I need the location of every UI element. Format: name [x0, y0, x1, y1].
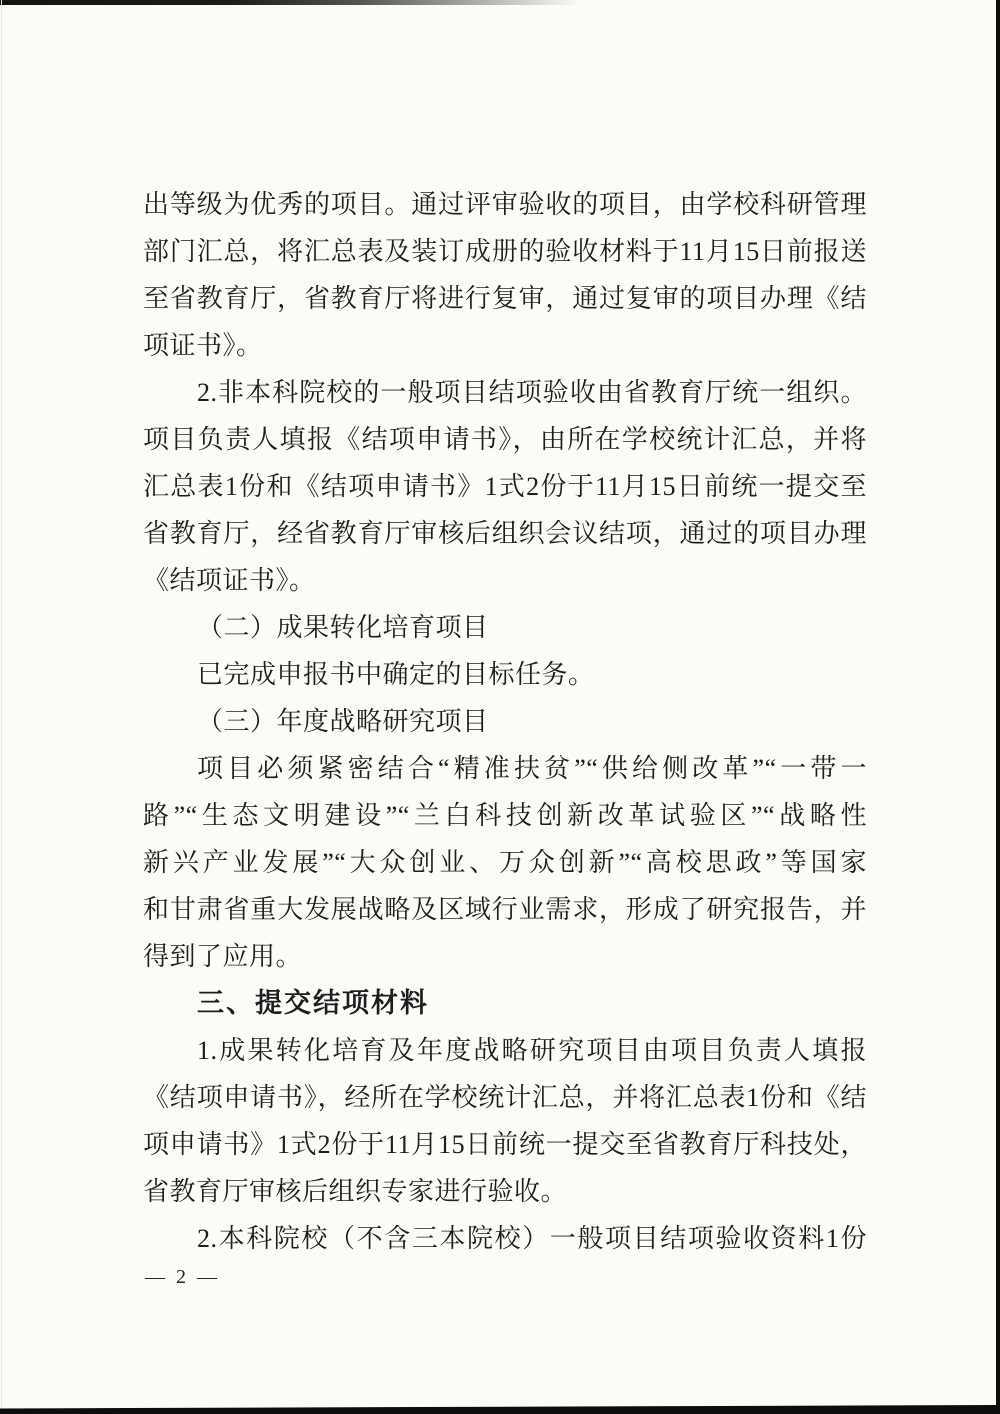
scan-artifact-right-edge: [996, 0, 1000, 1414]
scan-artifact-left-edge: [1, 0, 2, 1414]
text-line: 新兴产业发展”“大众创业、万众创新”“高校思政”等国家: [143, 848, 867, 877]
text-line: 2.本科院校（不含三本院校）一般项目结项验收资料1份: [197, 1224, 867, 1253]
text-line: 项申请书》1式2份于11月15日前统一提交至省教育厅科技处，: [143, 1130, 867, 1159]
text-line: 路”“生态文明建设”“兰白科技创新改革试验区”“战略性: [143, 801, 867, 830]
text-line: 部门汇总，将汇总表及装订成册的验收材料于11月15日前报送: [143, 237, 867, 266]
text-line: 出等级为优秀的项目。通过评审验收的项目，由学校科研管理: [143, 190, 867, 219]
text-line: 汇总表1份和《结项申请书》1式2份于11月15日前统一提交至: [143, 472, 867, 501]
text-line: 2.非本科院校的一般项目结项验收由省教育厅统一组织。: [197, 378, 867, 407]
text-line: （三）年度战略研究项目: [197, 707, 489, 736]
document-body: [143, 181, 867, 1262]
scan-artifact-bottom-edge: [0, 1404, 1000, 1414]
text-line: 《结项申请书》，经所在学校统计汇总，并将汇总表1份和《结: [143, 1083, 867, 1112]
text-line: （二）成果转化培育项目: [197, 613, 489, 642]
text-line: 1.成果转化培育及年度战略研究项目由项目负责人填报: [197, 1036, 867, 1065]
text-line: 已完成申报书中确定的目标任务。: [197, 660, 595, 689]
section-heading: 三、提交结项材料: [197, 988, 429, 1018]
text-line: 和甘肃省重大发展战略及区域行业需求，形成了研究报告，并: [143, 895, 867, 924]
text-line: 得到了应用。: [143, 942, 303, 971]
text-line: 《结项证书》。: [143, 566, 316, 595]
text-line: 省教育厅审核后组织专家进行验收。: [143, 1177, 568, 1206]
page-number: — 2 —: [145, 1266, 220, 1288]
text-line: 项目必须紧密结合“精准扶贫”“供给侧改革”“一带一: [197, 754, 867, 783]
text-line: 项证书》。: [143, 331, 263, 360]
text-line: 至省教育厅，省教育厅将进行复审，通过复审的项目办理《结: [143, 284, 867, 313]
text-line: 省教育厅，经省教育厅审核后组织会议结项，通过的项目办理: [143, 519, 867, 548]
scan-artifact-top-edge: [0, 0, 580, 5]
text-line: 项目负责人填报《结项申请书》，由所在学校统计汇总，并将: [143, 425, 867, 454]
